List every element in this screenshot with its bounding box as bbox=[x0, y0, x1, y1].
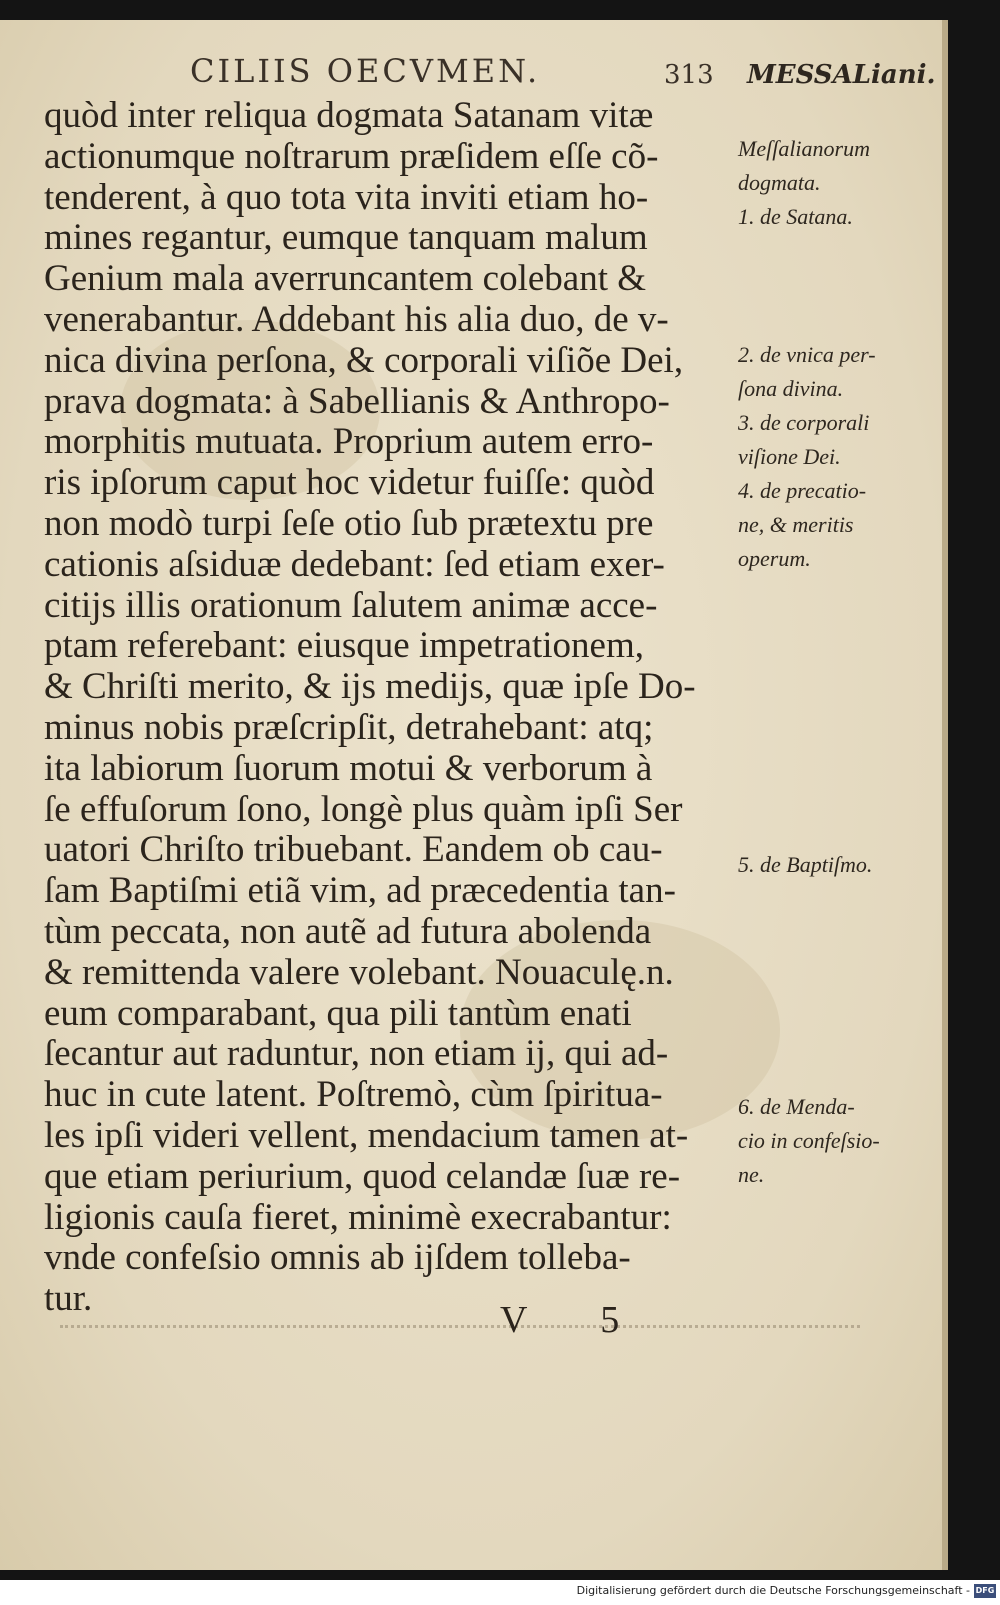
body-line: nica divina perſona, & corporali viſiõe Dei, bbox=[44, 339, 684, 381]
body-line: prava dogmata: à Sabellianis & Anthropo- bbox=[44, 380, 670, 422]
body-text bbox=[44, 96, 734, 1320]
marginal-note-line: 3. de corporali bbox=[738, 410, 870, 435]
marginal-note-line: 1. de Satana. bbox=[738, 204, 853, 229]
marginal-note-doctrines bbox=[738, 338, 938, 576]
body-line: ſe effuſorum ſono, longè plus quàm ipſi Ser bbox=[44, 788, 683, 830]
body-line: actionumque noſtrarum præſidem eſſe cõ- bbox=[44, 135, 659, 177]
marginal-note-line: 2. de vnica per- bbox=[738, 342, 876, 367]
body-line: uatori Chriſto tribuebant. Eandem ob cau- bbox=[44, 829, 663, 871]
funding-credit: Digitalisierung gefördert durch die Deutsche Forschungsgemeinschaft - bbox=[576, 1584, 970, 1597]
body-line: quòd inter reliqua dogmata Satanam vitæ bbox=[44, 95, 654, 136]
marginal-note-line: ne. bbox=[738, 1162, 765, 1187]
marginal-note-line: operum. bbox=[738, 546, 811, 571]
body-line: Genium mala averruncantem colebant & bbox=[44, 258, 647, 300]
body-line: & remittenda valere volebant. Nouaculę.n. bbox=[44, 951, 674, 993]
body-line: vnde confeſsio omnis ab ijſdem tolleba- bbox=[44, 1237, 631, 1279]
marginal-note-mendacity bbox=[738, 1090, 938, 1192]
body-line: huc in cute latent. Poſtremò, cùm ſpiritua- bbox=[44, 1074, 663, 1116]
marginal-note-line: ſona divina. bbox=[738, 376, 844, 401]
body-line: ſam Baptiſmi etiã vim, ad præcedentia tan- bbox=[44, 870, 676, 912]
marginal-note-line: dogmata. bbox=[738, 170, 821, 195]
body-line: les ipſi videri vellent, mendacium tamen at- bbox=[44, 1114, 689, 1156]
body-line: que etiam periurium, quod celandæ ſuæ re- bbox=[44, 1155, 681, 1197]
body-line: tur. bbox=[44, 1278, 93, 1320]
body-line: ligionis cauſa fieret, minimè execrabantur: bbox=[44, 1196, 672, 1238]
body-line: & Chriſti merito, & ijs medijs, quæ ipſe Do- bbox=[44, 666, 696, 708]
body-line: venerabantur. Addebant his alia duo, de v- bbox=[44, 298, 669, 340]
body-line: morphitis mutuata. Proprium autem erro- bbox=[44, 421, 654, 463]
book-page bbox=[0, 20, 948, 1570]
page-number: 313 bbox=[664, 60, 714, 90]
body-line: minus nobis præſcripſit, detrahebant: atq; bbox=[44, 706, 654, 748]
marginal-note-line: cio in confeſsio- bbox=[738, 1128, 880, 1153]
dotted-rule bbox=[60, 1325, 860, 1332]
body-line: tenderent, à quo tota vita inviti etiam ho- bbox=[44, 176, 649, 218]
page-edge bbox=[942, 20, 948, 1570]
marginal-note-line: 4. de precatio- bbox=[738, 478, 867, 503]
marginal-note-line: 5. de Baptiſmo. bbox=[738, 852, 873, 877]
body-line: eum comparabant, qua pili tantùm enati bbox=[44, 992, 632, 1034]
body-line: non modò turpi ſeſe otio ſub prætextu pre bbox=[44, 502, 654, 544]
marginal-note-satan bbox=[738, 132, 938, 234]
marginal-note-line: 6. de Menda- bbox=[738, 1094, 855, 1119]
body-line: citijs illis orationum ſalutem animæ acce- bbox=[44, 584, 658, 626]
marginal-note-line: viſione Dei. bbox=[738, 444, 841, 469]
body-line: cationis aſsiduæ dedebant: ſed etiam exer- bbox=[44, 543, 665, 585]
section-heading: MESSALiani. bbox=[747, 60, 936, 90]
body-line: ita labiorum ſuorum motui & verborum à bbox=[44, 747, 653, 789]
body-line: ptam referebant: eiusque impetrationem, bbox=[44, 625, 644, 667]
signature-mark: V 5 bbox=[500, 1299, 652, 1341]
body-line: mines regantur, eumque tanquam malum bbox=[44, 217, 648, 259]
digitization-footer bbox=[0, 1580, 1000, 1605]
body-line: tùm peccata, non autẽ ad futura abolenda bbox=[44, 910, 652, 952]
marginal-note-line: ne, & meritis bbox=[738, 512, 854, 537]
running-head: CILIIS OECVMEN. bbox=[190, 52, 541, 90]
marginal-note-line: Meſſalianorum bbox=[738, 136, 870, 161]
body-line: ſecantur aut raduntur, non etiam ij, qui ad- bbox=[44, 1033, 669, 1075]
body-line: ris ipſorum caput hoc videtur fuiſſe: quòd bbox=[44, 462, 655, 504]
dfg-logo-icon: DFG bbox=[974, 1584, 996, 1598]
marginal-note-baptism bbox=[738, 848, 938, 882]
